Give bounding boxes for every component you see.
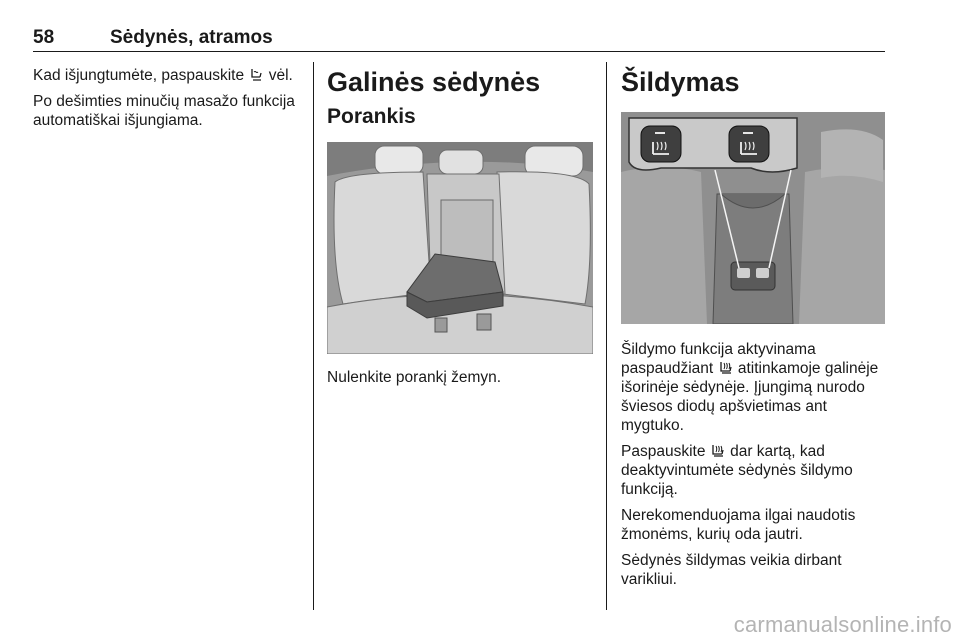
seat-heating-icon xyxy=(719,360,733,374)
section-title: Sėdynės, atramos xyxy=(110,27,273,48)
paragraph-massage-off: Kad išjungtumėte, paspauskite vėl. xyxy=(33,67,293,84)
paragraph-heating-warning: Nerekomenduojama ilgai naudotis žmonėms, kurių oda jautri. xyxy=(621,507,856,543)
column-separator xyxy=(313,62,314,610)
paragraph-massage-auto: Po dešimties minučių masažo funkcija automatiškai išjungiama. xyxy=(33,93,295,129)
rear-seat-heating-buttons-illustration xyxy=(621,112,885,324)
heading-rear-seats: Galinės sėdynės xyxy=(327,67,541,97)
paragraph-heating-deactivate: Paspauskite dar kartą, kad deaktyvintumėte sėdynės šildymo funkciją. xyxy=(621,443,853,498)
column-middle xyxy=(327,66,597,394)
seat-heating-icon xyxy=(711,443,725,457)
heading-heating: Šildymas xyxy=(621,67,740,97)
armrest-caption: Nulenkite porankį žemyn. xyxy=(327,369,502,386)
paragraph-heating-engine: Sėdynės šildymas veikia dirbant varikliui. xyxy=(621,552,842,588)
paragraph-heating-activate: Šildymo funkcija aktyvinama paspaudžiant atitinkamoje galinėje išorinėje sėdynėje. Įjungimą nurodo šviesos diodų apšvietimas ant mygtuko. xyxy=(621,341,879,434)
page-header xyxy=(33,27,885,51)
column-right xyxy=(621,66,889,596)
watermark: carmanualsonline.info xyxy=(733,612,952,637)
column-separator xyxy=(606,62,607,610)
column-left xyxy=(33,66,305,137)
subheading-armrest: Porankis xyxy=(327,105,416,128)
page-number: 58 xyxy=(33,27,55,48)
rear-seat-armrest-illustration xyxy=(327,142,593,354)
header-rule xyxy=(33,51,885,52)
massage-seat-icon xyxy=(249,67,263,81)
